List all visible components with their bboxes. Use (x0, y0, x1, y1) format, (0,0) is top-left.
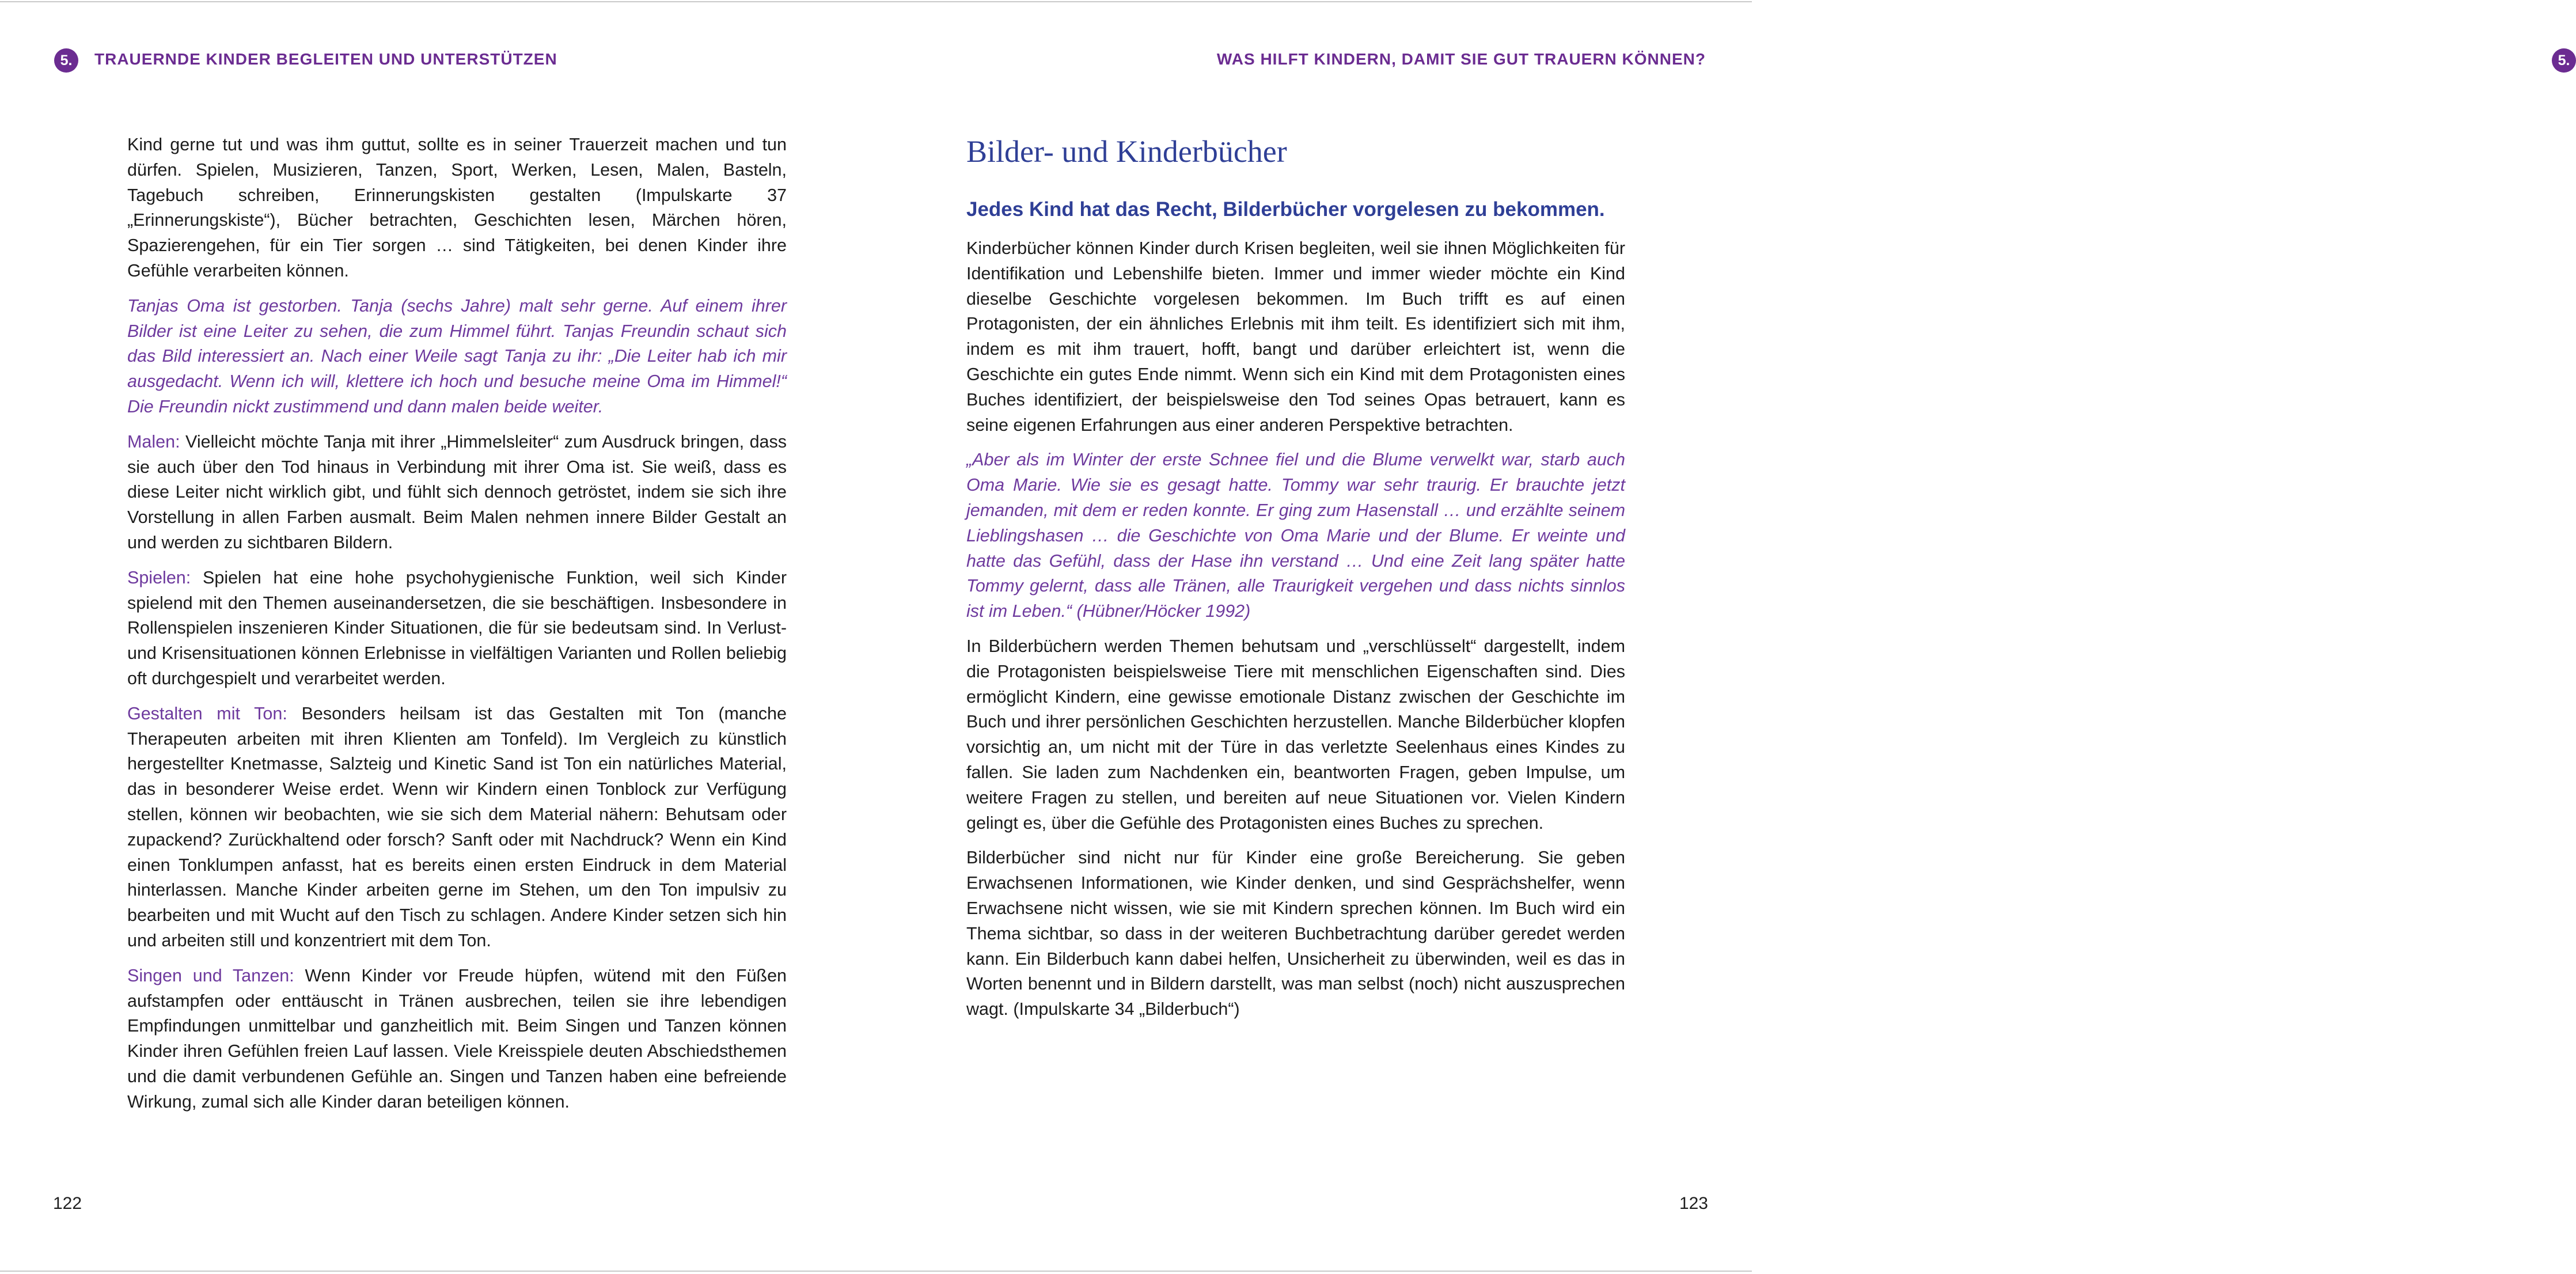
paragraph-singen (127, 964, 787, 1115)
paragraph-themen: In Bilderbüchern werden Themen behutsam und „verschlüsselt“ dargestellt, indem die Protagonisten beispielsweise Tiere mit menschlichen Eigenschaften sind. Dies ermöglicht Kindern, eine gewisse emotionale Distanz zwischen der Geschichte im Buch und ihrer persönlichen Geschichten herzustellen. Manche Bilderbücher klopfen vorsichtig an, um nicht mit der Türe in das verletzte Seelenhaus eines Kindes zu fallen. Sie laden zum Nachdenken ein, beantworten Fragen, geben Impulse, um weitere Fragen zu stellen, und bereiten auf neue Situationen vor. Vielen Kindern gelingt es, über die Gefühle des Protagonisten eines Buches zu sprechen. (966, 636, 1625, 833)
running-head-left: TRAUERNDE KINDER BEGLEITEN UND UNTERSTÜTZEN (94, 50, 557, 68)
paragraph-ton (127, 702, 787, 954)
text-ton: Besonders heilsam ist das Gestalten mit Ton (manche Therapeuten arbeiten mit ihren Klienten am Tonfeld). Im Vergleich zu künstlich hergestellter Knetmasse, Salzteig und Kinetic Sand ist Ton ein natürliches Material, das in besonderer Weise erdet. Wenn wir Kindern einen Tonblock zur Verfügung stellen, können wir beobachten, wie sie sich dem Material nähern: Behutsam oder zupackend? Zurückhaltend oder forsch? Sanft oder mit Nachdruck? Wenn ein Kind einen Tonklumpen anfasst, hat es bereits einen ersten Eindruck in dem Material hinterlassen. Manche Kinder arbeiten gerne im Stehen, um den Ton impulsiv zu bearbeiten und mit Wucht auf den Tisch zu schlagen. Andere Kinder setzen sich hin und arbeiten still und konzentriert mit dem Ton. (127, 703, 787, 950)
quote-oma-marie: „Aber als im Winter der erste Schnee fiel und die Blume verwelkt war, starb auch Oma Marie. Wie sie es gesagt hatte. Tommy war sehr traurig. Er brauchte jetzt jemanden, mit dem er reden konnte. Er ging zum Hasenstall … und erzählte seinem Lieblingshasen … die Geschichte von Oma Marie und der Blume. Er weinte und hatte das Gefühl, dass der Hase ihn verstand … Und eine Zeit lang später hatte Tommy gelernt, dass alle Tränen, alle Traurigkeit vergehen und dass nichts sinnlos ist im Leben.“ (Hübner/Höcker 1992) (966, 450, 1625, 621)
running-head-right: WAS HILFT KINDERN, DAMIT SIE GUT TRAUERN KÖNNEN? (1216, 50, 1706, 68)
bottom-edge-line (0, 1271, 1752, 1272)
lead-ton: Gestalten mit Ton: (127, 703, 287, 723)
section-subtitle: Jedes Kind hat das Recht, Bilderbücher vorgelesen zu bekommen. (966, 198, 1605, 221)
quote-tanja: Tanjas Oma ist gestorben. Tanja (sechs Jahre) malt sehr gerne. Auf einem ihrer Bilder ist eine Leiter zu sehen, die zum Himmel führt. Tanjas Freundin schaut sich das Bild interessiert an. Nach einer Weile sagt Tanja zu ihr: „Die Leiter hab ich mir ausgedacht. Wenn ich will, klettere ich hoch und besuche meine Oma im Himmel!“ Die Freundin nickt zustimmend und dann malen beide weiter. (127, 295, 787, 416)
text-singen: Wenn Kinder vor Freude hüpfen, wütend mit den Füßen aufstampfen oder enttäuscht in Tränen ausbrechen, teilen sie ihre lebendigen Empfindungen unmittelbar und ganzheitlich mit. Beim Singen und Tanzen können Kinder ihren Gefühlen freien Lauf lassen. Viele Kreisspiele deuten Abschiedsthemen und die damit verbundenen Gefühle an. Singen und Tanzen haben eine befreiende Wirkung, zumal sich alle Kinder daran beteiligen können. (127, 965, 787, 1112)
page-number-right: 123 (1679, 1194, 1708, 1213)
lead-malen: Malen: (127, 431, 180, 452)
left-text-column (127, 132, 787, 1124)
section-title: Bilder- und Kinderbücher (966, 134, 1287, 169)
paragraph-intro: Kind gerne tut und was ihm guttut, sollte es in seiner Trauerzeit machen und tun dürfen. Spielen, Musizieren, Tanzen, Sport, Werken, Lesen, Malen, Basteln, Tagebuch schreiben, Erinnerungskisten gestalten (Impulskarte 37 „Erinnerungskiste“), Bücher betrachten, Geschichten lesen, Märchen hören, Spazierengehen, für ein Tier sorgen … sind Tätigkeiten, bei denen Kinder ihre Gefühle verarbeiten können. (127, 135, 787, 280)
text-spielen: Spielen hat eine hohe psychohygienische Funktion, weil sich Kinder spielend mit den Themen auseinandersetzen, die sie beschäftigen. Insbesondere in Rollenspielen inszenieren Kinder Situationen, die für sie bedeutsam sind. In Verlust- und Krisensituationen können Erlebnisse in vielfältigen Varianten und Rollen beliebig oft durchgespielt und verarbeitet werden. (127, 567, 787, 688)
paragraph-malen (127, 430, 787, 556)
chapter-number-badge: 5. (54, 48, 78, 73)
lead-spielen: Spielen: (127, 567, 191, 587)
text-malen: Vielleicht möchte Tanja mit ihrer „Himmelsleiter“ zum Ausdruck bringen, dass sie auch über den Tod hinaus in Verbindung mit ihrer Oma ist. Sie weiß, dass es diese Leiter nicht wirklich gibt, und fühlt sich dennoch getröstet, indem sie sich ihre Vorstellung in allen Farben ausmalt. Beim Malen nehmen innere Bilder Gestalt an und werden zu sichtbaren Bildern. (127, 431, 787, 552)
paragraph-erwachsene: Bilderbücher sind nicht nur für Kinder eine große Bereicherung. Sie geben Erwachsenen Informationen, wie Kinder denken, und sind Gesprächshelfer, wenn Erwachsene nicht wissen, wie sie mit Kindern sprechen können. Im Buch wird ein Thema sichtbar, so dass in der weiteren Buchbetrachtung darüber geredet werden kann. Ein Bilderbuch kann dabei helfen, Unsicherheit zu überwinden, weil es das in Worten benennt und in Bildern darstellt, was man selbst (noch) nicht auszusprechen wagt. (Impulskarte 34 „Bilderbuch“) (966, 848, 1625, 1019)
paragraph-krisen: Kinderbücher können Kinder durch Krisen begleiten, weil sie ihnen Möglichkeiten für Identifikation und Lebenshilfe bieten. Immer und immer wieder möchte ein Kind dieselbe Geschichte vorgelesen bekommen. Im Buch trifft es auf einen Protagonisten, der ein ähnliches Erlebnis mit ihm teilt. Es identifiziert sich mit ihm, indem es mit ihm trauert, hofft, bangt und darüber erleichtert ist, wenn die Geschichte ein gutes Ende nimmt. Wenn sich ein Kind mit dem Protagonisten eines Buches identifiziert, der beispielsweise den Tod seines Opas betrauert, kann es seine eigenen Erfahrungen aus einer anderen Perspektive betrachten. (966, 238, 1625, 435)
lead-singen: Singen und Tanzen: (127, 965, 294, 985)
chapter-number-badge: 5. (2552, 48, 2576, 73)
page-number-left: 122 (53, 1194, 82, 1213)
left-page (0, 0, 876, 1274)
paragraph-spielen (127, 566, 787, 692)
right-text-column (966, 132, 1625, 1032)
